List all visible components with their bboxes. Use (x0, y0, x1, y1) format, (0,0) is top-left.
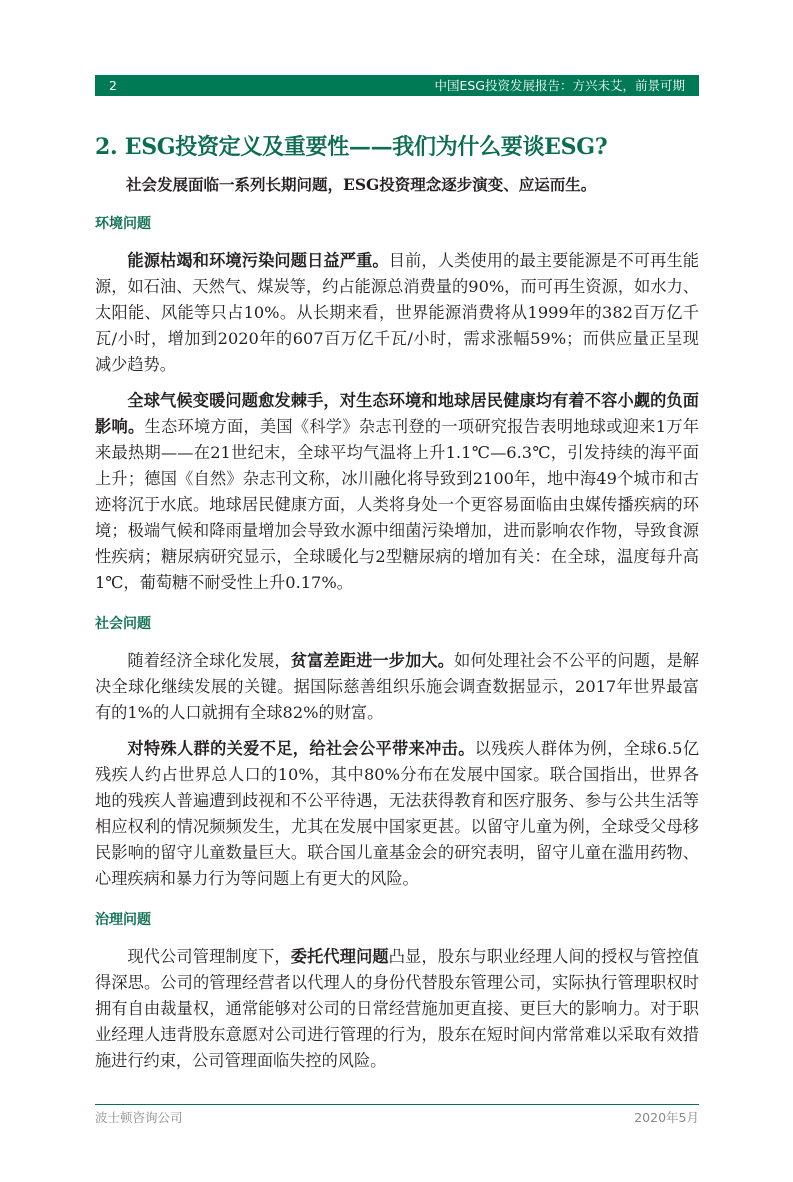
paragraph-bold-lead: 全球气候变暖问题愈发棘手，对生态环境和地球居民健康均有着不容小觑的负面影响。 (95, 391, 699, 436)
paragraph-agency (95, 944, 699, 1074)
footer-date: 2020年5月 (634, 1110, 699, 1125)
running-title: 中国ESG投资发展报告：方兴未艾，前景可期 (434, 78, 685, 93)
paragraph-special-groups (95, 736, 699, 892)
paragraph-bold-lead: 对特殊人群的关爱不足，给社会公平带来冲击。 (127, 739, 475, 758)
paragraph-text: 以残疾人群体为例，全球6.5亿残疾人约占世界总人口的10%，其中80%分布在发展中国家。联合国指出，世界各地的残疾人普遍遭到歧视和不公平待遇，无法获得教育和医疗服务、参与公共生活等相应权利的情况频频发生，尤其在发展中国家更甚。以留守儿童为例，全球受父母移民影响的留守儿童数量巨大。联合国儿童基金会的研究表明，留守儿童在滥用药物、心理疾病和暴力行为等问题上有更大的风险。 (95, 739, 700, 888)
paragraph-text: 生态环境方面，美国《科学》杂志刊登的一项研究报告表明地球或迎来1万年来最热期——在21世纪末，全球平均气温将上升1.1℃—6.3℃，引发持续的海平面上升；德国《自然》杂志刊文称，冰川融化将导致到2100年，地中海49个城市和古迹将沉于水底。地球居民健康方面，人类将身处一个更容易面临由虫媒传播疾病的环境；极端气候和降雨量增加会导致水源中细菌污染增加，进而影响农作物，导致食源性疾病；糖尿病研究显示，全球暖化与2型糖尿病的增加有关：在全球，温度每升高1℃，葡萄糖不耐受性上升0.17%。 (95, 417, 700, 592)
document-page (95, 0, 699, 1182)
paragraph-bold-lead: 能源枯竭和环境污染问题日益严重。 (127, 251, 389, 270)
paragraph-bold-lead: 委托代理问题 (290, 947, 389, 966)
section-heading-social: 社会问题 (95, 616, 151, 632)
section-heading-environment: 环境问题 (95, 216, 151, 232)
paragraph-energy (95, 248, 699, 378)
paragraph-text: 凸显，股东与职业经理人间的授权与管控值得深思。公司的管理经营者以代理人的身份代替股东管理公司，实际执行管理职权时拥有自由裁量权，通常能够对公司的日常经营施加更直接、更巨大的影响力。对于职业经理人违背股东意愿对公司进行管理的行为，股东在短时间内常常难以采取有效措施进行约束，公司管理面临失控的风险。 (95, 947, 699, 1070)
paragraph-wealth-gap (95, 648, 699, 726)
paragraph-climate (95, 388, 699, 596)
section-title: 2. ESG投资定义及重要性——我们为什么要谈ESG? (95, 134, 608, 160)
lead-sentence: 社会发展面临一系列长期问题，ESG投资理念逐步演变、应运而生。 (126, 175, 597, 194)
paragraph-bold-lead: 贫富差距进一步加大。 (290, 651, 455, 670)
footer-company: 波士顿咨询公司 (95, 1110, 183, 1125)
footer-divider (95, 1104, 699, 1105)
paragraph-text: 随着经济全球化发展， (127, 651, 291, 670)
page-footer (95, 1074, 699, 1182)
section-heading-governance: 治理问题 (95, 912, 151, 928)
paragraph-text: 目前，人类使用的最主要能源是不可再生能源，如石油、天然气、煤炭等，约占能源总消费量的90%，而可再生资源，如水力、太阳能、风能等只占10%。从长期来看，世界能源消费将从1999年的382百万亿千瓦/小时，增加到2020年的607百万亿千瓦/小时，需求涨幅59%；而供应量正呈现减少趋势。 (95, 251, 699, 374)
running-header (95, 75, 699, 96)
paragraph-text: 如何处理社会不公平的问题，是解决全球化继续发展的关键。据国际慈善组织乐施会调查数据显示，2017年世界最富有的1%的人口就拥有全球82%的财富。 (95, 651, 699, 722)
paragraph-text: 现代公司管理制度下， (127, 947, 291, 966)
page-number: 2 (109, 78, 117, 93)
